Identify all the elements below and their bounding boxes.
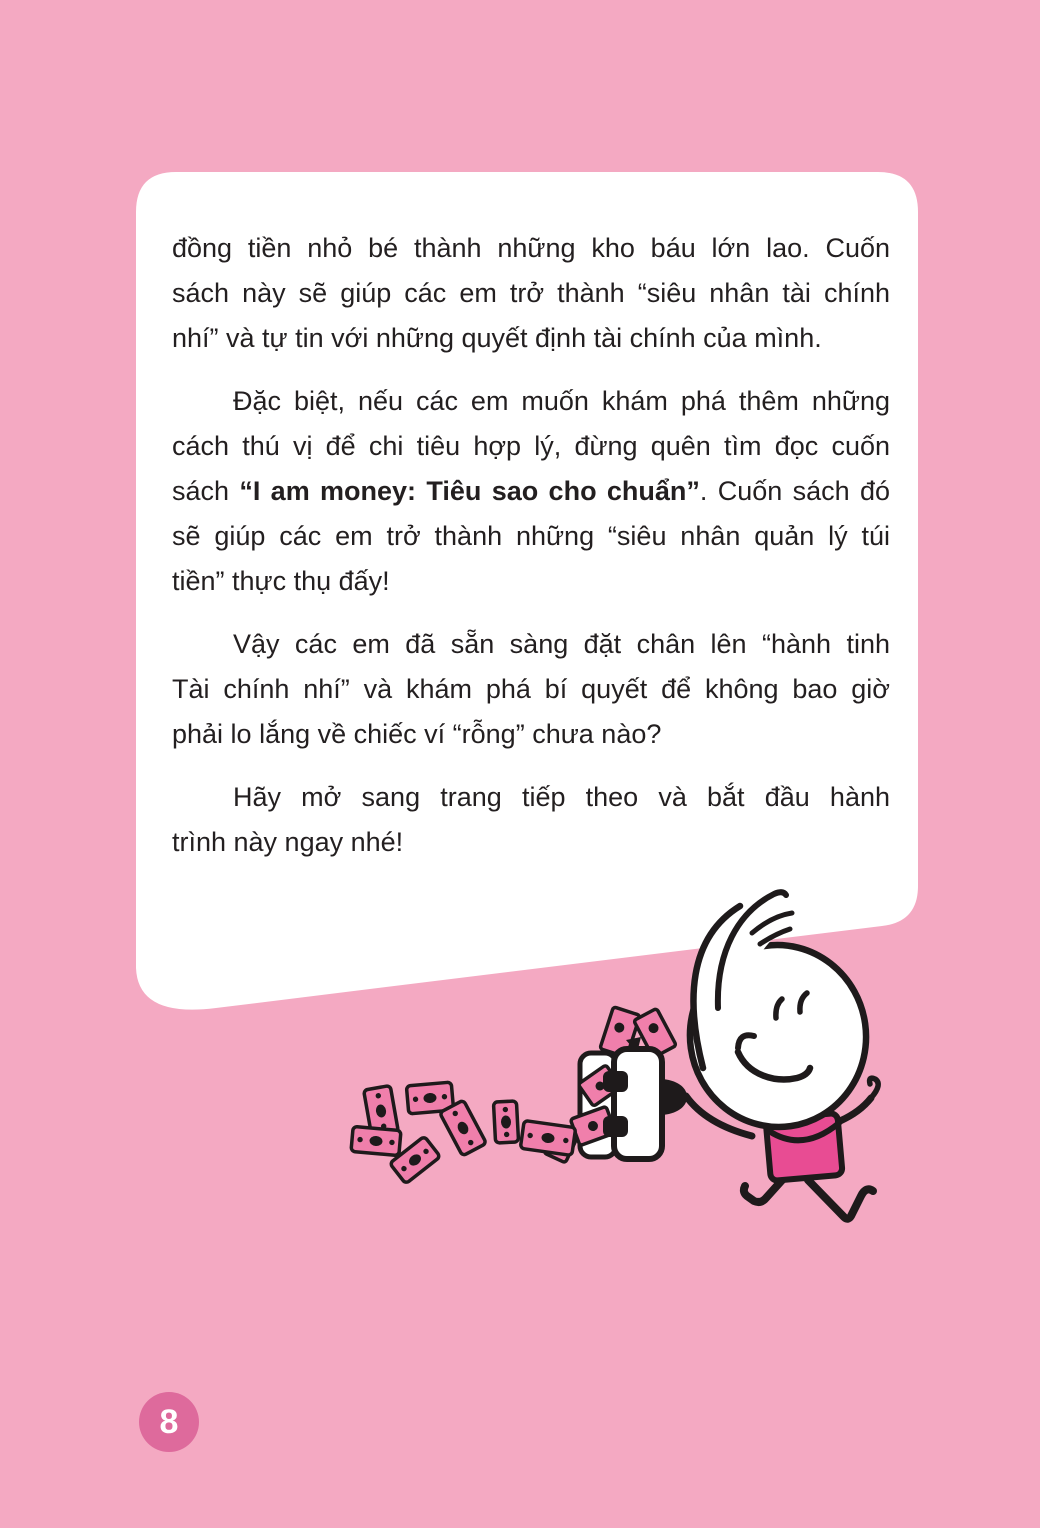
- text-segment: tiền” thực thụ đấy!: [172, 566, 390, 596]
- text-segment: Tài chính nhí” và khám phá bí quyết để không bao giờ: [172, 674, 890, 704]
- text-block: [172, 226, 890, 865]
- flying-banknotes: [351, 1082, 576, 1184]
- text-line: [172, 379, 890, 424]
- wallet-clip-top: [603, 1071, 628, 1092]
- text-line: [172, 622, 890, 667]
- text-segment: sách: [172, 476, 240, 506]
- text-line: [172, 271, 890, 316]
- text-line: [172, 424, 890, 469]
- text-line: [172, 559, 890, 604]
- banknote: [520, 1121, 575, 1156]
- right-leg: [808, 1180, 873, 1219]
- text-segment: sách này sẽ giúp các em trở thành “siêu nhân tài chính: [172, 278, 890, 308]
- text-segment: trình này ngay nhé!: [172, 827, 404, 857]
- wallet-clip-bottom: [603, 1116, 628, 1137]
- text-line: [172, 712, 890, 757]
- text-line: [172, 316, 890, 361]
- paragraph: [172, 622, 890, 757]
- paragraph: [172, 226, 890, 361]
- text-line: [172, 226, 890, 271]
- text-line: [172, 775, 890, 820]
- banknote: [351, 1126, 401, 1155]
- text-segment: cách thú vị để chi tiêu hợp lý, đừng quên tìm đọc cuốn: [172, 431, 890, 461]
- text-segment: Vậy các em đã sẵn sàng đặt chân lên “hành tinh: [233, 629, 890, 659]
- text-segment: sẽ giúp các em trở thành những “siêu nhân quản lý túi: [172, 521, 890, 551]
- page-number: 8: [159, 1402, 179, 1441]
- page-number-badge: [139, 1392, 199, 1452]
- wallet-right-flap: [614, 1049, 662, 1159]
- banknote: [493, 1101, 518, 1143]
- text-segment: . Cuốn sách đó: [699, 476, 890, 506]
- text-segment: đồng tiền nhỏ bé thành những kho báu lớn lao. Cuốn: [172, 233, 890, 263]
- paragraph: [172, 775, 890, 865]
- banknote: [440, 1100, 487, 1156]
- text-line: [172, 667, 890, 712]
- right-hand-curl: [870, 1078, 879, 1098]
- text-segment: Đặc biệt, nếu các em muốn khám phá thêm những: [233, 386, 890, 416]
- thumb: [663, 1079, 687, 1115]
- text-segment: phải lo lắng về chiếc ví “rỗng” chưa nào?: [172, 719, 662, 749]
- book-title-bold: “I am money: Tiêu sao cho chuẩn”: [239, 476, 700, 506]
- money-character: [678, 891, 878, 1219]
- text-line: [172, 820, 890, 865]
- text-segment: nhí” và tự tin với những quyết định tài chính của mình.: [172, 323, 822, 353]
- text-line: [172, 469, 890, 514]
- right-arm: [840, 1098, 871, 1121]
- text-segment: Hãy mở sang trang tiếp theo và bắt đầu hành: [233, 782, 890, 812]
- text-line: [172, 514, 890, 559]
- paragraph: [172, 379, 890, 604]
